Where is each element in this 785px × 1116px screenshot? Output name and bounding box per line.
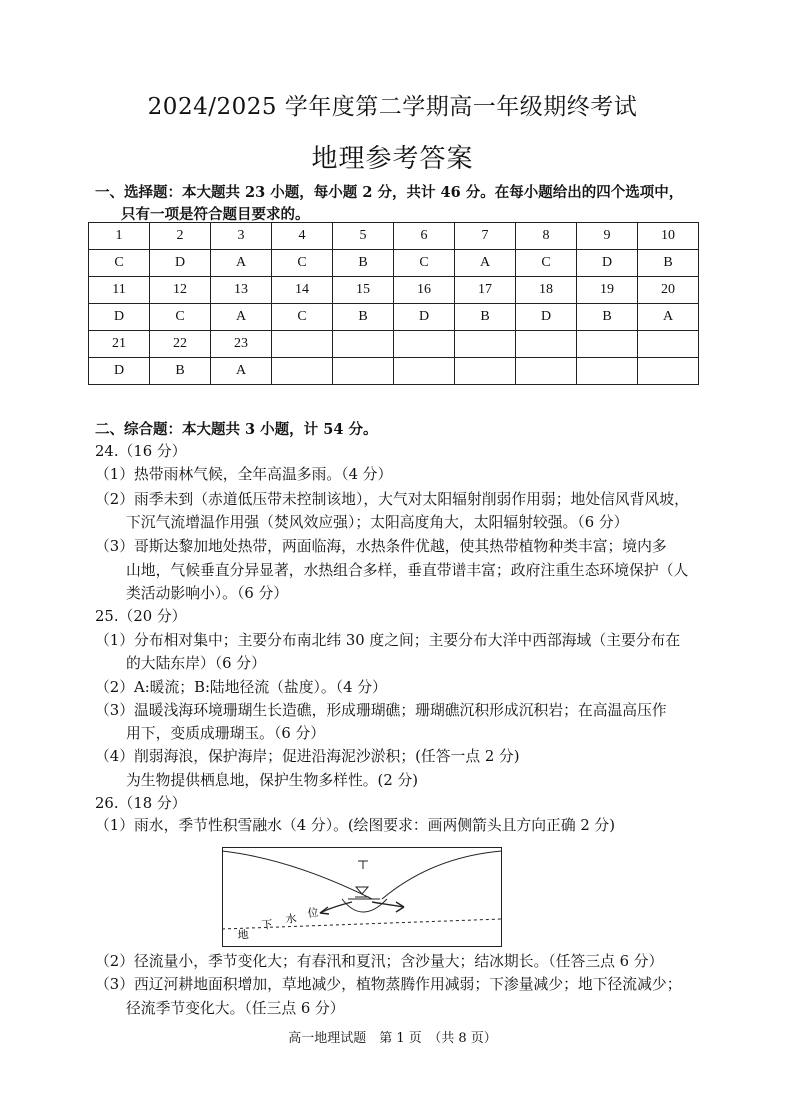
question-number-cell: 2: [150, 223, 211, 250]
answer-table-row: [89, 277, 699, 304]
question-number-cell: 12: [150, 277, 211, 304]
question-number-cell: 19: [577, 277, 638, 304]
q26-number: 26.（18 分）: [95, 795, 187, 812]
question-number-cell: 3: [211, 223, 272, 250]
question-number-cell: 13: [211, 277, 272, 304]
question-number-cell: 14: [272, 277, 333, 304]
label-level: 位: [306, 905, 320, 920]
answer-cell: A: [211, 304, 272, 331]
answer-cell: C: [150, 304, 211, 331]
question-number-cell: [455, 331, 516, 358]
answer-cell: B: [150, 358, 211, 385]
page-footer: 高一地理试题 第 1 页 （共 8 页）: [288, 1031, 497, 1046]
q24-number: 24.（16 分）: [95, 443, 187, 460]
question-number-cell: [577, 331, 638, 358]
section2-heading: 二、综合题：本大题共 3 小题，计 54 分。: [95, 421, 378, 438]
section1-heading-line1: 一、选择题：本大题共 23 小题，每小题 2 分，共计 46 分。在每小题给出的四个选项中，: [95, 184, 684, 201]
q24-answer-2-line2: 下沉气流增温作用强（焚风效应强）；太阳高度角大，太阳辐射较强。（6 分）: [126, 514, 629, 531]
question-number-cell: 21: [89, 331, 150, 358]
answer-cell: B: [638, 250, 699, 277]
answer-cell: A: [211, 250, 272, 277]
question-number-cell: 7: [455, 223, 516, 250]
q24-answer-2-line1: （2）雨季未到（赤道低压带未控制该地），大气对太阳辐射削弱作用弱；地处信风背风坡，: [95, 491, 689, 508]
answer-cell: B: [333, 250, 394, 277]
question-number-cell: 22: [150, 331, 211, 358]
groundwater-diagram: [222, 847, 502, 947]
q25-answer-3-line1: （3）温暖浅海环境珊瑚生长造礁，形成珊瑚礁；珊瑚礁沉积形成沉积岩；在高温高压作: [95, 702, 667, 719]
q24-answer-3-line2: 山地，气候垂直分异显著，水热组合多样，垂直带谱丰富；政府注重生态环境保护（人: [126, 562, 689, 579]
question-number-cell: [333, 331, 394, 358]
answer-table: [88, 222, 699, 385]
question-number-cell: 6: [394, 223, 455, 250]
answer-cell: D: [89, 358, 150, 385]
answer-cell: [394, 358, 455, 385]
question-number-cell: 8: [516, 223, 577, 250]
answer-cell: [455, 358, 516, 385]
section1-heading-line2: 只有一项是符合题目要求的。: [121, 206, 310, 223]
answer-cell: [638, 358, 699, 385]
q25-answer-3-line2: 用下，变质成珊瑚玉。（6 分）: [126, 725, 326, 742]
question-number-cell: 5: [333, 223, 394, 250]
answer-cell: [272, 358, 333, 385]
answer-cell: D: [516, 304, 577, 331]
water-level-symbol: [356, 887, 368, 894]
right-slope-line: [382, 851, 502, 899]
answer-cell: B: [333, 304, 394, 331]
label-ground: 地: [236, 927, 250, 942]
question-number-cell: 15: [333, 277, 394, 304]
q24-answer-3-line3: 类活动影响小）。（6 分）: [126, 585, 289, 602]
answer-cell: B: [577, 304, 638, 331]
question-number-cell: 11: [89, 277, 150, 304]
answer-cell: C: [272, 250, 333, 277]
answer-cell: A: [211, 358, 272, 385]
q24-answer-1: （1）热带雨林气候，全年高温多雨。（4 分）: [95, 466, 393, 483]
q25-number: 25.（20 分）: [95, 608, 187, 625]
answer-table-row: [89, 250, 699, 277]
answer-cell: [516, 358, 577, 385]
answer-cell: D: [89, 304, 150, 331]
exam-title: 2024/2025 学年度第二学期高一年级期终考试: [147, 94, 638, 120]
left-flow-arrow: [320, 902, 352, 913]
answer-table-row: [89, 223, 699, 250]
q25-answer-4-line2: 为生物提供栖息地，保护生物多样性。(2 分): [126, 772, 419, 789]
q25-answer-1-line1: （1）分布相对集中；主要分布南北纬 30 度之间；主要分布大洋中西部海域（主要分布在: [95, 632, 681, 649]
answer-cell: C: [272, 304, 333, 331]
q26-answer-3-line2: 径流季节变化大。（任三点 6 分）: [126, 1000, 345, 1017]
answer-cell: [333, 358, 394, 385]
label-below: 下: [260, 917, 274, 932]
answer-cell: C: [394, 250, 455, 277]
answer-cell: D: [150, 250, 211, 277]
answer-table-row: [89, 358, 699, 385]
question-number-cell: 9: [577, 223, 638, 250]
answer-cell: A: [638, 304, 699, 331]
doc-title: 地理参考答案: [311, 144, 474, 174]
answer-cell: A: [455, 250, 516, 277]
river-channel: [342, 899, 387, 912]
section-mark: [358, 861, 368, 869]
answer-table-row: [89, 331, 699, 358]
q24-answer-3-line1: （3）哥斯达黎加地处热带，两面临海，水热条件优越，使其热带植物种类丰富；境内多: [95, 538, 667, 555]
question-number-cell: 18: [516, 277, 577, 304]
question-number-cell: 10: [638, 223, 699, 250]
answer-cell: C: [89, 250, 150, 277]
question-number-cell: 1: [89, 223, 150, 250]
question-number-cell: [394, 331, 455, 358]
question-number-cell: [272, 331, 333, 358]
question-number-cell: [638, 331, 699, 358]
answer-cell: [577, 358, 638, 385]
q26-answer-1: （1）雨水，季节性积雪融水（4 分）。(绘图要求：画两侧箭头且方向正确 2 分): [95, 817, 616, 834]
q26-answer-2: （2）径流量小，季节变化大；有春汛和夏汛；含沙量大；结冰期长。（任答三点 6 分）: [95, 953, 664, 970]
answer-table-row: [89, 304, 699, 331]
q25-answer-1-line2: 的大陆东岸）（6 分）: [126, 655, 266, 672]
answer-cell: D: [577, 250, 638, 277]
question-number-cell: 4: [272, 223, 333, 250]
question-number-cell: 17: [455, 277, 516, 304]
q25-answer-4-line1: （4）削弱海浪，保护海岸；促进沿海泥沙淤积；(任答一点 2 分): [95, 748, 520, 765]
answer-cell: D: [394, 304, 455, 331]
question-number-cell: 23: [211, 331, 272, 358]
left-slope-line: [222, 851, 372, 899]
q26-answer-3-line1: （3）西辽河耕地面积增加，草地减少，植物蒸腾作用减弱；下渗量减少；地下径流减少；: [95, 976, 682, 993]
q25-answer-2: （2）A:暖流；B:陆地径流（盐度）。（4 分）: [95, 679, 387, 696]
question-number-cell: 20: [638, 277, 699, 304]
question-number-cell: [516, 331, 577, 358]
answer-cell: B: [455, 304, 516, 331]
answer-cell: C: [516, 250, 577, 277]
question-number-cell: 16: [394, 277, 455, 304]
label-water: 水: [284, 911, 298, 926]
